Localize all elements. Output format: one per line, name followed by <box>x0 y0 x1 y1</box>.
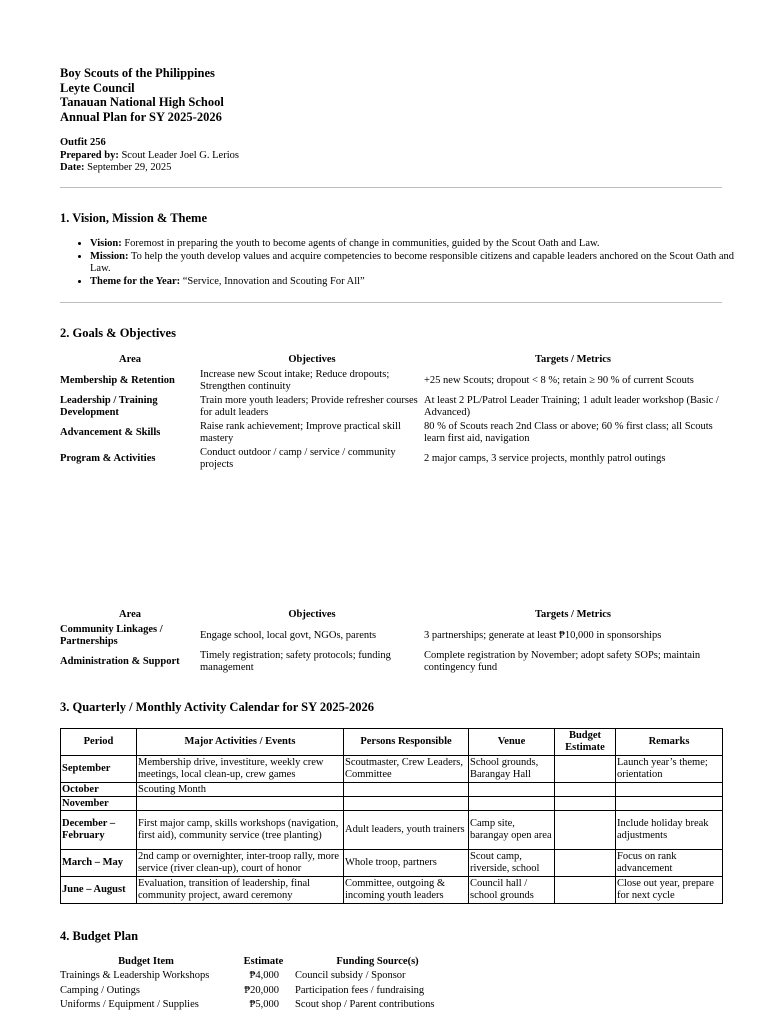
outfit-label: Outfit 256 <box>60 137 106 148</box>
vision-item: • Vision: Foremost in preparing the youth to become agents of change in communities, guided by the Scout Oath and Law. <box>90 238 740 251</box>
table-row: Community Linkages / Partnerships Engage school, local govt, NGOs, parents 3 partnerships; generate at least ₱10,000 in sponsorships <box>60 624 662 647</box>
table-row: Administration & Support Timely registration; safety protocols; funding management Complete registration by November; adopt safety SOPs; maintain contingency fund <box>60 650 701 673</box>
table-row: Advancement & Skills Raise rank achievement; Improve practical skill mastery 80 % of Scouts reach 2nd Class or above; 60 % first class; all Scouts learn first aid, navigation <box>60 421 713 444</box>
column-header-activities: Major Activities / Events <box>137 729 344 756</box>
column-header-funding: Funding Source(s) <box>336 956 419 967</box>
column-header-budget-item: Budget Item <box>118 956 174 967</box>
date-value: September 29, 2025 <box>87 162 172 174</box>
budget-table <box>60 955 460 1012</box>
table-row: March – May 2nd camp or overnighter, inter-troop rally, more service (river clean-up), court of honor Whole troop, partners Scout camp, riverside, school Focus on rank advancement <box>61 850 723 877</box>
section-2-title: 2. Goals & Objectives <box>60 326 176 340</box>
table-row: Leadership / Training Development Train more youth leaders; Provide refresher courses for adult leaders At least 2 PL/Patrol Leader Training; 1 adult leader workshop (Basic / Advanced) <box>60 395 719 418</box>
section-4-title: 4. Budget Plan <box>60 929 139 943</box>
theme-item: • Theme for the Year: “Service, Innovation and Scouting For All” <box>90 276 740 289</box>
divider <box>60 302 722 303</box>
goals-table-part-1 <box>60 352 722 472</box>
table-row: Uniforms / Equipment / Supplies ₱5,000 Scout shop / Parent contributions <box>60 998 435 1010</box>
table-row: November <box>61 797 723 811</box>
plan-title: Annual Plan for SY 2025-2026 <box>60 109 222 124</box>
document-header <box>60 66 224 124</box>
column-header-period: Period <box>61 729 137 756</box>
column-header-budget: Budget Estimate <box>555 729 616 756</box>
prepared-by-value: Scout Leader Joel G. Lerios <box>121 149 239 161</box>
vision-mission-list <box>76 238 740 288</box>
activity-calendar-table <box>60 728 723 904</box>
column-header-area: Area <box>119 354 141 365</box>
column-header-targets: Targets / Metrics <box>534 609 611 620</box>
column-header-remarks: Remarks <box>616 729 723 756</box>
org-name: Boy Scouts of the Philippines <box>60 66 215 80</box>
document-meta <box>60 137 239 175</box>
prepared-by-label: Prepared by: <box>60 149 119 161</box>
column-header-estimate: Estimate <box>243 956 284 967</box>
table-row: Program & Activities Conduct outdoor / camp / service / community projects 2 major camps, 3 service projects, monthly patrol outings <box>60 447 666 470</box>
column-header-targets: Targets / Metrics <box>534 354 611 365</box>
column-header-area: Area <box>119 609 141 620</box>
table-row: Trainings & Leadership Workshops ₱4,000 Council subsidy / Sponsor <box>60 970 406 982</box>
table-row: Camping / Outings ₱20,000 Participation fees / fundraising <box>60 984 425 996</box>
column-header-persons: Persons Responsible <box>344 729 469 756</box>
date-label: Date: <box>60 162 85 174</box>
section-1-title: 1. Vision, Mission & Theme <box>60 211 208 225</box>
section-3-title: 3. Quarterly / Monthly Activity Calendar for SY 2025-2026 <box>60 700 374 714</box>
divider <box>60 187 722 188</box>
table-row: June – August Evaluation, transition of leadership, final community project, award ceremony Committee, outgoing & incoming youth leaders Council hall / school grounds Close out year, prepare for next cycle <box>61 877 723 904</box>
table-row: October Scouting Month <box>61 783 723 797</box>
column-header-objectives: Objectives <box>288 609 336 620</box>
column-header-objectives: Objectives <box>288 354 336 365</box>
table-row: December – February First major camp, skills workshops (navigation, first aid), community service (tree planting) Adult leaders, youth trainers Camp site, barangay open area Include holiday break adjustments <box>61 811 723 850</box>
column-header-venue: Venue <box>469 729 555 756</box>
council-name: Leyte Council <box>60 80 135 95</box>
mission-item: • Mission: To help the youth develop values and acquire competencies to become responsible citizens and capable leaders anchored on the Scout Oath and Law. <box>90 251 740 276</box>
goals-table-part-2 <box>60 607 722 675</box>
table-row: September Membership drive, investiture, weekly crew meetings, local clean-up, crew games Scoutmaster, Crew Leaders, Committee School grounds, Barangay Hall Launch year’s theme; orientation <box>61 756 723 783</box>
school-name: Tanauan National High School <box>60 95 224 110</box>
table-row: Membership & Retention Increase new Scout intake; Reduce dropouts; Strengthen continuity +25 new Scouts; dropout < 8 %; retain ≥ 90 % of current Scouts <box>60 369 694 392</box>
